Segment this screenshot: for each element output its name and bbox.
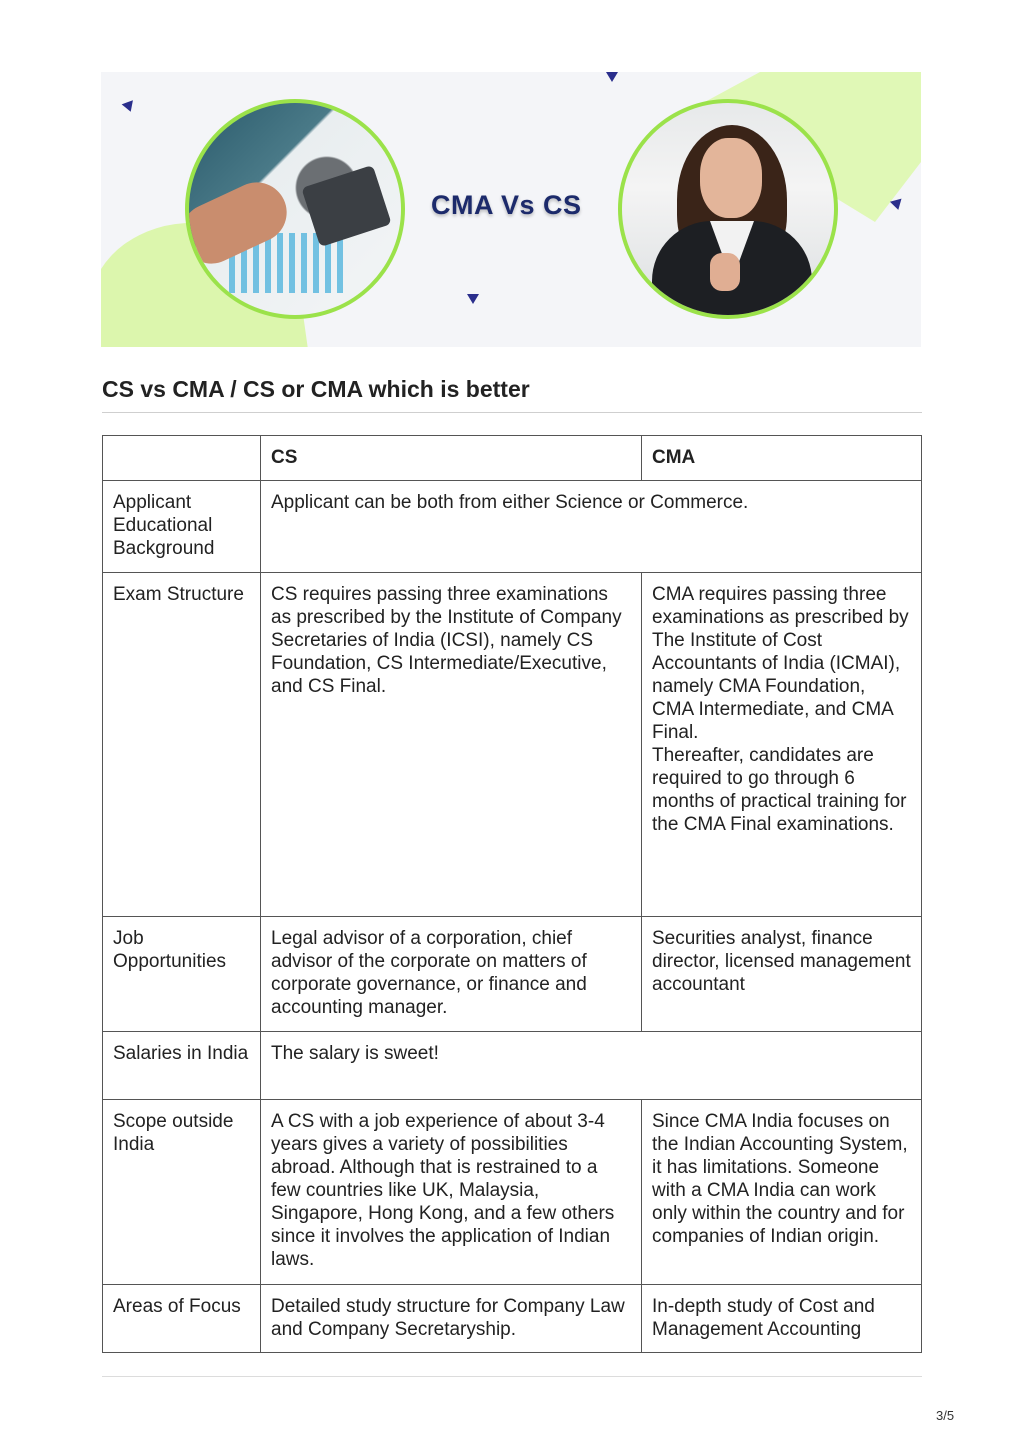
cma-cell-text: CMA requires passing three examinations as prescribed by The Institute of Cost Accountants of India (ICMAI), namely CMA Foundation, CMA Intermediate, and CMA Final. bbox=[652, 584, 909, 743]
cs-cell: CS requires passing three examinations as prescribed by the Institute of Company Secretaries of India (ICSI), namely CS Foundation, CS Intermediate/Executive, and CS Final. bbox=[261, 573, 642, 917]
section-heading: CS vs CMA / CS or CMA which is better bbox=[102, 376, 530, 402]
comparison-table bbox=[102, 435, 922, 1353]
face-graphic bbox=[700, 138, 762, 218]
divider bbox=[102, 412, 922, 413]
merged-cell: Applicant can be both from either Science or Commerce. bbox=[261, 481, 922, 573]
triangle-decoration-icon bbox=[467, 294, 479, 304]
table-row bbox=[103, 1285, 922, 1353]
cma-cell bbox=[642, 573, 922, 917]
hero-banner bbox=[101, 72, 921, 347]
cma-cell: Since CMA India focuses on the Indian Accounting System, it has limitations. Someone with a CMA India can work only within the country and for companies of Indian origin. bbox=[642, 1100, 922, 1285]
cs-cell: A CS with a job experience of about 3-4 years gives a variety of possibilities abroad. Although that is restrained to a few countries like UK, Malaysia, Singapore, Hong Kong, and a few others since it involves the application of Indian laws. bbox=[261, 1100, 642, 1285]
row-label: Scope outside India bbox=[103, 1100, 261, 1285]
cma-cell-text-extra: Thereafter, candidates are required to go through 6 months of practical training for the CMA Final examinations. bbox=[652, 745, 907, 835]
table-row bbox=[103, 481, 922, 573]
row-label: Areas of Focus bbox=[103, 1285, 261, 1353]
cma-cell: In-depth study of Cost and Management Accounting bbox=[642, 1285, 922, 1353]
row-label: Applicant Educational Background bbox=[103, 481, 261, 573]
row-label: Job Opportunities bbox=[103, 917, 261, 1032]
banner-title: CMA Vs CS bbox=[431, 190, 582, 220]
header-cell-cma: CMA bbox=[642, 436, 922, 481]
header-cell-cs: CS bbox=[261, 436, 642, 481]
accounting-photo bbox=[185, 99, 405, 319]
header-cell bbox=[103, 436, 261, 481]
triangle-decoration-icon bbox=[890, 199, 904, 212]
row-label: Exam Structure bbox=[103, 573, 261, 917]
triangle-decoration-icon bbox=[122, 100, 137, 114]
cs-cell: Detailed study structure for Company Law and Company Secretaryship. bbox=[261, 1285, 642, 1353]
row-label: Salaries in India bbox=[103, 1032, 261, 1100]
merged-cell: The salary is sweet! bbox=[261, 1032, 922, 1100]
professional-woman-photo bbox=[618, 99, 838, 319]
thumbs-up-graphic bbox=[710, 253, 740, 291]
triangle-decoration-icon bbox=[606, 72, 618, 82]
table-row bbox=[103, 573, 922, 917]
divider bbox=[102, 1376, 922, 1377]
table-row bbox=[103, 1100, 922, 1285]
page-number: 3/5 bbox=[936, 1408, 955, 1423]
table-header-row bbox=[103, 436, 922, 481]
table-row bbox=[103, 1032, 922, 1100]
cs-cell: Legal advisor of a corporation, chief advisor of the corporate on matters of corporate governance, or finance and accounting manager. bbox=[261, 917, 642, 1032]
table-row bbox=[103, 917, 922, 1032]
cma-cell: Securities analyst, finance director, licensed management accountant bbox=[642, 917, 922, 1032]
